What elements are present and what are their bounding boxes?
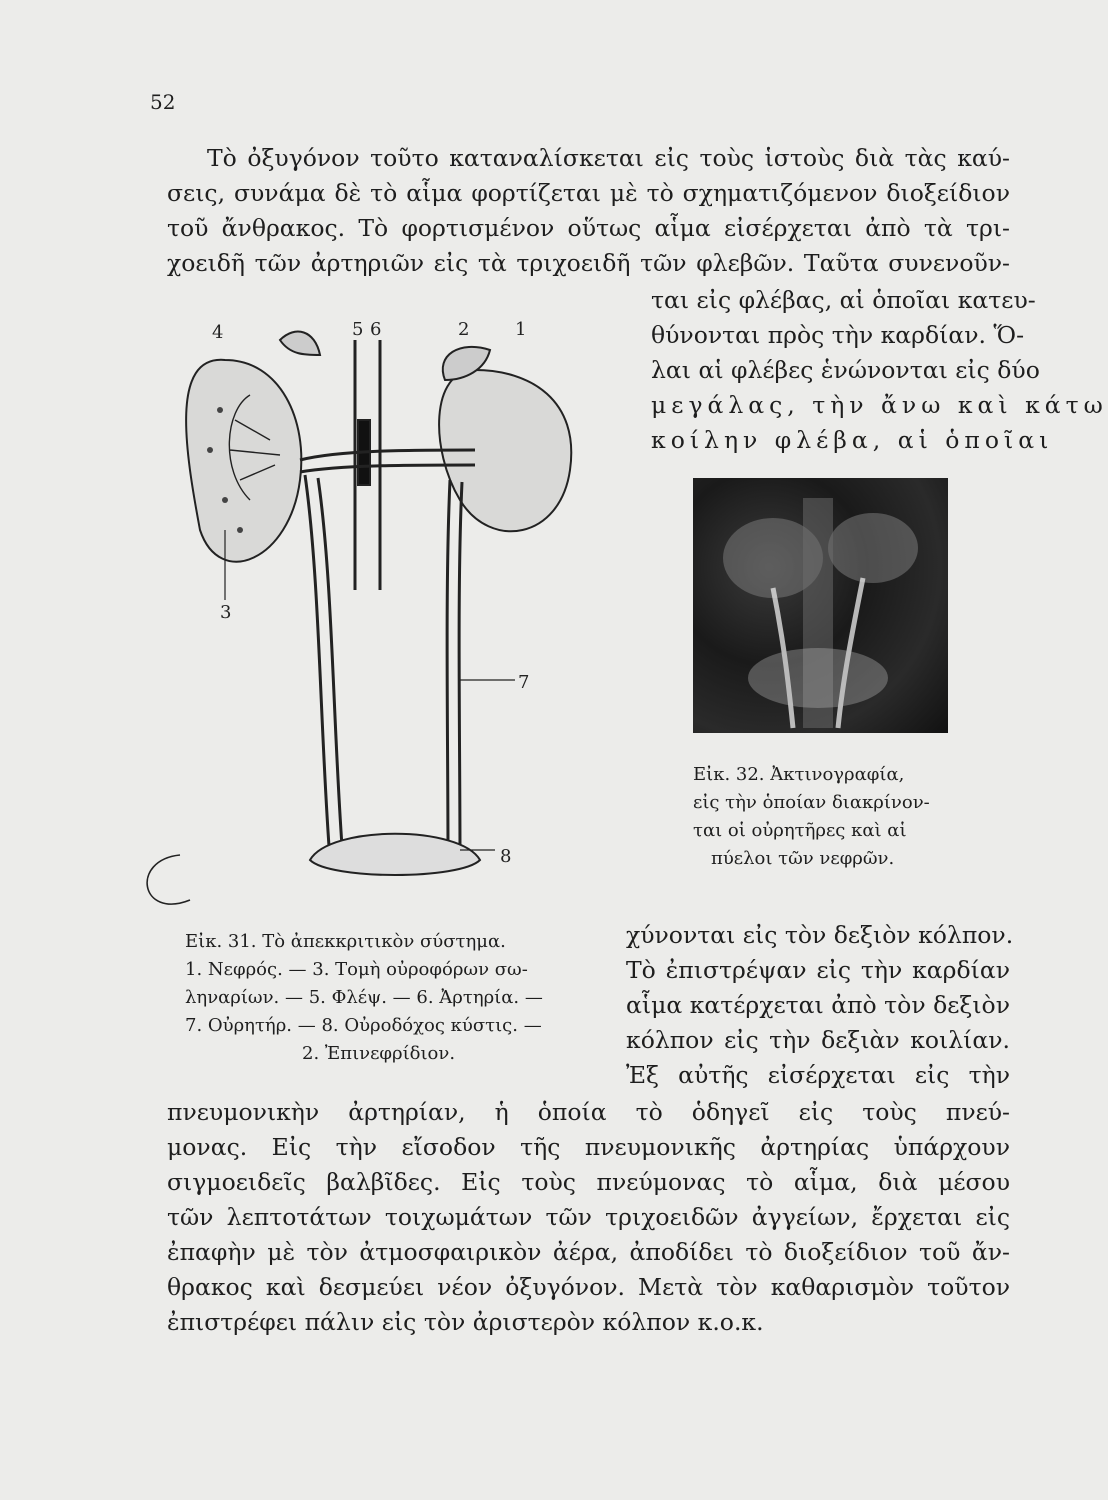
label-3: 3 <box>220 602 232 623</box>
fig31-caption-line: Εἰκ. 31. Τὸ ἀπεκκριτικὸν σύστημα. <box>185 931 506 952</box>
mid-right-line: Ἐξ αὐτῆς εἰσέρχεται εἰς τὴν <box>626 1061 1010 1089</box>
xray-photo <box>693 478 948 733</box>
label-6: 6 <box>370 319 382 340</box>
fig31-caption-line: 7. Οὐρητήρ. — 8. Οὐροδόχος κύστις. — <box>185 1015 542 1036</box>
mid-right-line: Τὸ ἐπιστρέψαν εἰς τὴν καρδίαν <box>626 956 1010 984</box>
fig32-caption-line: ται οἱ οὐρητῆρες καὶ αἱ <box>693 820 907 841</box>
left-adrenal <box>280 332 320 355</box>
bottom-line: σιγμοειδεῖς βαλβῖδες. Εἰς τοὺς πνεύμονας τὸ αἷμα, διὰ μέσου <box>167 1168 1010 1196</box>
fig31-caption-line: 1. Νεφρός. — 3. Τομὴ οὐροφόρων σω- <box>185 959 528 980</box>
label-7: 7 <box>518 672 530 693</box>
bottom-line: ἐπαφὴν μὲ τὸν ἀτμοσφαιρικὸν ἀέρα, ἀποδίδει τὸ διοξείδιον τοῦ ἄν- <box>167 1238 1010 1266</box>
label-1: 1 <box>515 319 527 340</box>
right-ureter <box>447 480 450 860</box>
right-line: ται εἰς φλέβας, αἱ ὁποῖαι κατευ- <box>651 286 1036 314</box>
intro-line: σεις, συνάμα δὲ τὸ αἷμα φορτίζεται μὲ τὸ σχηματιζόμενον διοξείδιον <box>167 179 1010 207</box>
right-line: λαι αἱ φλέβες ἑνώνονται εἰς δύο <box>651 356 1040 384</box>
intro-line: Τὸ ὀξυγόνον τοῦτο καταναλίσκεται εἰς τοὺς ἱστοὺς διὰ τὰς καύ- <box>207 144 1010 172</box>
bottom-line: τῶν λεπτοτάτων τοιχωμάτων τῶν τριχοειδῶν ἀγγείων, ἔρχεται εἰς <box>167 1203 1010 1231</box>
intro-line: χοειδῆ τῶν ἀρτηριῶν εἰς τὰ τριχοειδῆ τῶν φλεβῶν. Ταῦτα συνενοῦν- <box>167 249 1010 277</box>
left-ureter <box>305 475 330 860</box>
mid-right-line: κόλπον εἰς τὴν δεξιὰν κοιλίαν. <box>626 1026 1010 1054</box>
mid-right-line: χύνονται εἰς τὸν δεξιὸν κόλπον. <box>626 921 1014 949</box>
intro-line: τοῦ ἄνθρακος. Τὸ φορτισμένον οὕτως αἷμα εἰσέρχεται ἀπὸ τὰ τρι- <box>167 214 1010 242</box>
left-kidney <box>186 360 301 562</box>
excretory-system-diagram <box>130 300 590 930</box>
right-line: θύνονται πρὸς τὴν καρδίαν. Ὅ- <box>651 321 1025 349</box>
page-number: 52 <box>150 90 176 114</box>
fig31-caption-line: 2. Ἐπινεφρίδιον. <box>302 1043 456 1064</box>
fig32-caption-line: Εἰκ. 32. Ἀκτινογραφία, <box>693 764 905 785</box>
label-4: 4 <box>212 322 224 343</box>
label-5: 5 <box>352 319 364 340</box>
label-8: 8 <box>500 846 512 867</box>
bottom-line: μονας. Εἰς τὴν εἴσοδον τῆς πνευμονικῆς ἀρτηρίας ὑπάρχουν <box>167 1133 1010 1161</box>
fig32-caption-line: πύελοι τῶν νεφρῶν. <box>711 848 895 869</box>
bladder <box>310 834 480 875</box>
fig31-caption-line: ληναρίων. — 5. Φλέψ. — 6. Ἀρτηρία. — <box>185 987 543 1008</box>
fig32-caption-line: εἰς τὴν ὁποίαν διακρίνον- <box>693 792 930 813</box>
bottom-line: ἐπιστρέφει πάλιν εἰς τὸν ἀριστερὸν κόλπον κ.ο.κ. <box>167 1308 764 1336</box>
bottom-line: πνευμονικὴν ἀρτηρίαν, ἡ ὁποία τὸ ὁδηγεῖ εἰς τοὺς πνεύ- <box>167 1098 1010 1126</box>
right-line: κοίλην φλέβα, αἱ ὁποῖαι <box>651 426 1054 454</box>
label-2: 2 <box>458 319 470 340</box>
mid-right-line: αἷμα κατέρχεται ἀπὸ τὸν δεξιὸν <box>626 991 1010 1019</box>
bottom-line: θρακος καὶ δεσμεύει νέον ὀξυγόνον. Μετὰ τὸν καθαρισμὸν τοῦτον <box>167 1273 1010 1301</box>
right-line: μεγάλας, τὴν ἄνω καὶ κάτω <box>651 391 1108 419</box>
